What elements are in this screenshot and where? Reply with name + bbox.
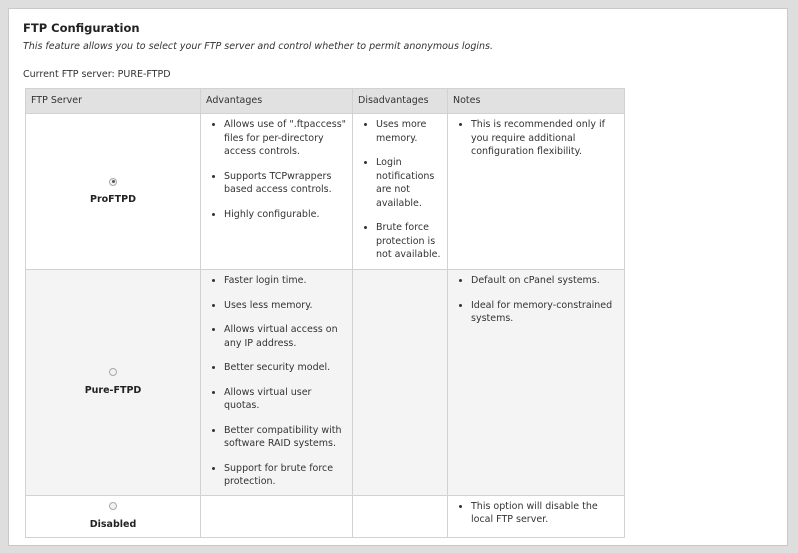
server-name-pure-ftpd: Pure-FTPD <box>84 384 142 396</box>
list-item: • Support for brute force protection. <box>224 462 348 489</box>
header-disadvantages: Disadvantages <box>353 89 448 114</box>
list-item: • Faster login time. <box>224 274 348 288</box>
table-row-proftpd <box>26 114 625 270</box>
ftp-config-panel <box>8 8 788 546</box>
list-item: • Better security model. <box>224 361 348 375</box>
server-name-proftpd: ProFTPD <box>90 194 136 205</box>
list-item: • This is recommended only if you require additional configuration flexibility. <box>471 118 620 159</box>
list-item: • Better compatibility with software RAID systems. <box>224 424 348 451</box>
table-row-disabled <box>26 495 625 537</box>
current-server-label: Current FTP server: PURE-FTPD <box>23 69 171 80</box>
server-cell-proftpd[interactable] <box>26 114 201 270</box>
advantages-cell-proftpd <box>201 114 353 270</box>
page-description: This feature allows you to select your FTP server and control whether to permit anonymous logins. <box>23 41 494 52</box>
list-item: • Allows virtual access on any IP address. <box>224 323 348 350</box>
notes-cell-pure-ftpd <box>448 270 625 496</box>
list-item: • Supports TCPwrappers based access controls. <box>224 170 348 197</box>
disadvantages-cell-disabled <box>353 495 448 537</box>
advantages-cell-disabled <box>201 495 353 537</box>
list-item: • Uses less memory. <box>224 299 348 313</box>
list-item: • Ideal for memory-constrained systems. <box>471 299 620 326</box>
disadvantages-cell-proftpd <box>353 114 448 270</box>
table-row-pure-ftpd <box>26 270 625 496</box>
radio-disabled[interactable] <box>109 502 117 510</box>
header-ftp-server: FTP Server <box>26 89 201 114</box>
ftp-server-table <box>25 88 625 538</box>
server-cell-pure-ftpd[interactable] <box>26 270 201 496</box>
page-title: FTP Configuration <box>23 21 140 35</box>
radio-proftpd[interactable] <box>109 178 117 186</box>
header-advantages: Advantages <box>201 89 353 114</box>
notes-cell-proftpd <box>448 114 625 270</box>
list-item: • Allows use of ".ftpaccess" files for per-directory access controls. <box>224 118 348 159</box>
disadvantages-cell-pure-ftpd <box>353 270 448 496</box>
notes-cell-disabled <box>448 495 625 537</box>
header-notes: Notes <box>448 89 625 114</box>
list-item: • Brute force protection is not available. <box>376 221 443 262</box>
list-item: • Allows virtual user quotas. <box>224 386 348 413</box>
list-item: • Highly configurable. <box>224 208 348 222</box>
list-item: • Default on cPanel systems. <box>471 274 620 288</box>
list-item: • This option will disable the local FTP server. <box>471 500 620 527</box>
radio-pure-ftpd[interactable] <box>109 368 117 376</box>
server-name-disabled: Disabled <box>89 518 137 530</box>
table-header-row <box>26 89 625 114</box>
advantages-cell-pure-ftpd <box>201 270 353 496</box>
list-item: • Login notifications are not available. <box>376 156 443 210</box>
list-item: • Uses more memory. <box>376 118 443 145</box>
server-cell-disabled[interactable] <box>26 495 201 537</box>
